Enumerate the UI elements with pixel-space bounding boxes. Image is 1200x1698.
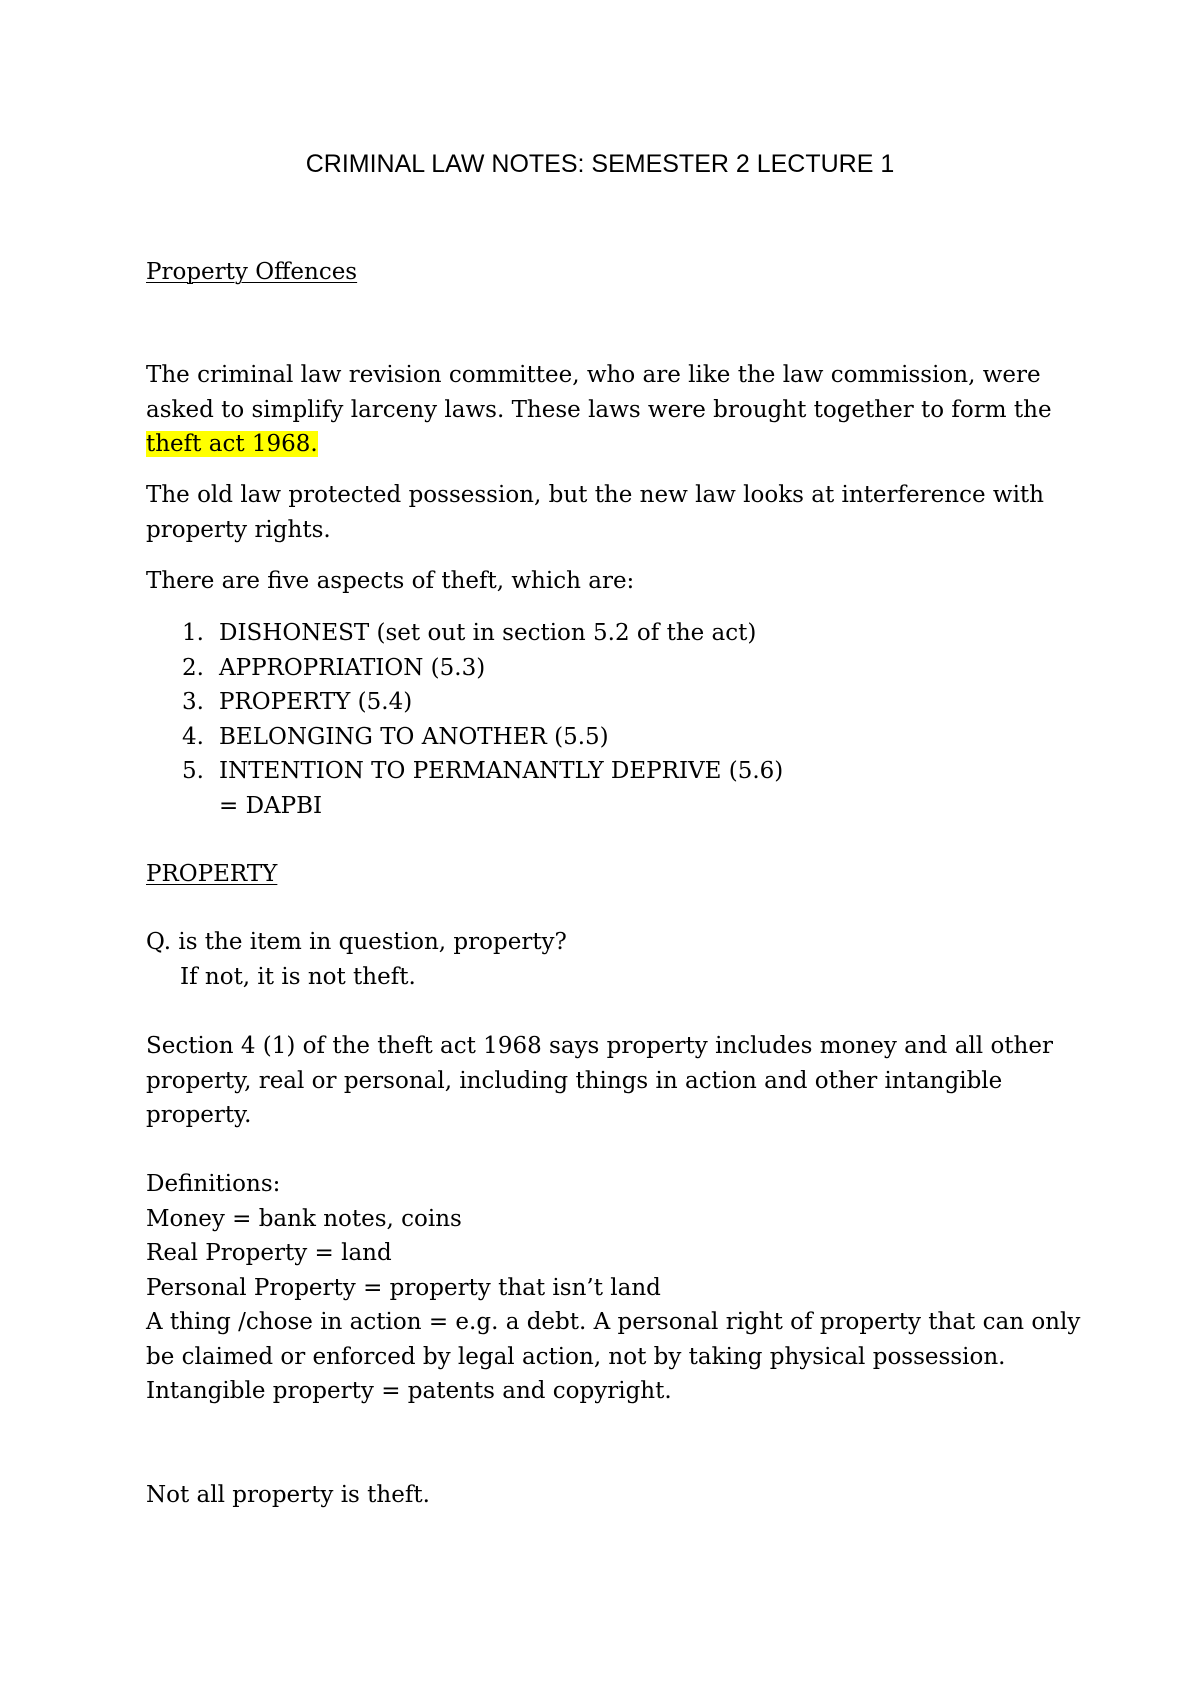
definition-item: Money = bank notes, coins [146,1205,462,1232]
section-heading-property [146,857,1086,892]
page-title: CRIMINAL LAW NOTES: SEMESTER 2 LECTURE 1 [305,150,895,178]
question-followup: If not, it is not theft. [180,963,416,990]
list-item [146,685,1086,720]
highlighted-theft-act: theft act 1968. [146,431,318,457]
list-item [146,720,1086,755]
list-item-number: 3. [182,689,204,715]
definition-item: Personal Property = property that isn’t land [146,1274,661,1301]
list-item-text: DISHONEST (set out in section 5.2 of the act) [219,620,757,646]
paragraph-committee-text: The criminal law revision committee, who are like the law commission, were asked to simplify larceny laws. These laws were brought together to form the [146,362,1052,423]
definition-item: A thing /chose in action = e.g. a debt. A personal right of property that can only be claimed or enforced by legal action, not by taking physical possession. [146,1309,1081,1370]
paragraph-five-aspects: There are five aspects of theft, which are: [146,568,635,594]
list-item-number: 4. [182,723,204,750]
list-item [146,754,1086,789]
definition-item: Intangible property = patents and copyright. [146,1378,672,1404]
paragraph-old-law: The old law protected possession, but the new law looks at interference with property rights. [146,482,1044,543]
paragraph-committee [146,358,1086,462]
list-item-number: 5. [182,758,204,784]
section-heading-text: PROPERTY [146,861,278,887]
paragraph-section-4: Section 4 (1) of the theft act 1968 says property includes money and all other property, real or personal, including things in action and other intangible property. [146,1033,1053,1128]
list-item-text: APPROPRIATION (5.3) [219,654,486,681]
list-item [146,616,1086,651]
list-item-text: INTENTION TO PERMANANTLY DEPRIVE (5.6) [219,758,784,784]
aspects-list [146,616,1086,823]
list-item-text: BELONGING TO ANOTHER (5.5) [219,723,609,750]
list-item-text: PROPERTY (5.4) [219,689,413,715]
definitions-heading: Definitions: [146,1171,281,1197]
question-block [146,925,1086,994]
definitions-block [146,1167,1086,1409]
closing-statement: Not all property is theft. [146,1482,430,1508]
list-item-number: 2. [182,654,204,681]
acronym-line [146,789,1086,824]
question-text: Q. is the item in question, property? [146,929,567,955]
acronym-text: = DAPBI [219,792,323,819]
section-heading-property-offences [146,255,1086,290]
definition-item: Real Property = land [146,1240,392,1266]
list-item [146,651,1086,686]
section-heading-text: Property Offences [146,259,358,285]
list-item-number: 1. [182,620,204,646]
